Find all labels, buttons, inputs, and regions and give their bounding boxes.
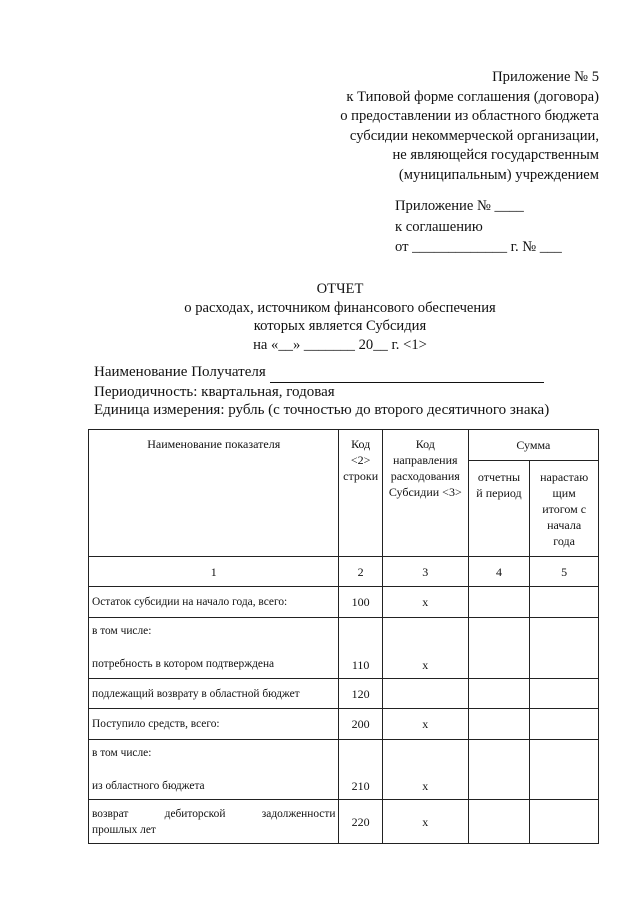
report-meta — [94, 363, 549, 420]
row-label-prefix: в том числе: — [92, 625, 152, 637]
col-number: 1 — [89, 557, 339, 587]
measurement-unit: Единица измерения: рубль (с точностью до второго десятичного знака) — [94, 402, 550, 418]
row-code: 120 — [339, 679, 382, 709]
row-label — [89, 800, 339, 844]
appendix-5-line: о предоставлении из областного бюджета — [340, 108, 599, 124]
expense-report-table — [88, 429, 599, 844]
header-direction-code — [382, 430, 468, 557]
row-code: 110 — [339, 618, 382, 679]
recipient-label: Наименование Получателя — [94, 364, 266, 380]
header-text: отчетны — [477, 470, 521, 484]
row-code: 200 — [339, 709, 382, 740]
appendix-5-line: к Типовой форме соглашения (договора) — [346, 88, 599, 105]
header-reporting-period — [468, 461, 530, 557]
appendix-number-line: Приложение № ____ — [395, 198, 524, 214]
agreement-line: к соглашению — [395, 218, 483, 235]
agreement-date-line: от _____________ г. № ___ — [395, 239, 562, 255]
row-label-text: из областного бюджета — [92, 780, 205, 792]
periodicity: Периодичность: квартальная, годовая — [94, 383, 335, 400]
header-text: года — [553, 534, 575, 548]
header-text: строки — [343, 469, 379, 483]
row-label-text: прошлых лет — [92, 823, 156, 836]
header-sum: Сумма — [468, 430, 598, 461]
appendix-5-line: не являющейся государственным — [392, 147, 599, 163]
report-subtitle: которых является Субсидия — [253, 318, 427, 334]
table-row — [89, 709, 599, 740]
row-value-cumulative — [530, 679, 599, 709]
row-direction: x — [382, 587, 468, 618]
header-text: Код — [351, 437, 371, 451]
table-row — [89, 618, 599, 679]
table-row — [89, 587, 599, 618]
report-title-block — [100, 280, 580, 354]
header-text: <2> — [350, 453, 371, 467]
recipient-line — [94, 363, 549, 383]
row-value-period — [468, 800, 530, 844]
table-row — [89, 800, 599, 844]
row-value-period — [468, 679, 530, 709]
col-number: 4 — [468, 557, 530, 587]
row-label: Остаток субсидии на начало года, всего: — [89, 587, 339, 618]
header-cumulative — [530, 461, 599, 557]
row-label: подлежащий возврату в областной бюджет — [89, 679, 339, 709]
row-label-text: потребность в котором подтверждена — [92, 658, 275, 670]
header-text: Код — [415, 437, 435, 451]
row-value-cumulative — [530, 800, 599, 844]
recipient-fill-line — [270, 363, 544, 383]
appendix-5-line: (муниципальным) учреждением — [398, 166, 599, 183]
appendix-5-line: Приложение № 5 — [492, 69, 599, 85]
report-subtitle: о расходах, источником финансового обеспечения — [184, 299, 496, 316]
header-text: расходования — [390, 469, 460, 483]
row-label — [89, 618, 339, 679]
row-direction: x — [382, 709, 468, 740]
header-text: итогом с — [542, 502, 587, 516]
row-value-cumulative — [530, 740, 599, 800]
column-number-row — [89, 557, 599, 587]
table-row — [89, 740, 599, 800]
header-text: Субсидии <3> — [388, 485, 462, 499]
row-value-period — [468, 740, 530, 800]
col-number: 3 — [382, 557, 468, 587]
row-value-period — [468, 618, 530, 679]
row-code: 210 — [339, 740, 382, 800]
row-label: Поступило средств, всего: — [89, 709, 339, 740]
header-text: начала — [547, 518, 582, 532]
row-label-prefix: в том числе: — [92, 747, 152, 759]
row-label-text: возврат дебиторской задолженности — [92, 807, 336, 820]
header-text: щим — [552, 486, 576, 500]
row-direction: x — [382, 618, 468, 679]
row-value-cumulative — [530, 587, 599, 618]
header-text: й период — [476, 486, 522, 500]
row-value-cumulative — [530, 709, 599, 740]
row-value-period — [468, 587, 530, 618]
header-row-code — [339, 430, 382, 557]
table-header-row — [89, 430, 599, 461]
appendix-5-line: субсидии некоммерческой организации, — [349, 127, 599, 144]
report-date-line: на «__» _______ 20__ г. <1> — [253, 336, 427, 353]
header-text: нарастаю — [540, 470, 589, 484]
appendix-5-header — [340, 68, 599, 185]
col-number: 5 — [530, 557, 599, 587]
row-code: 100 — [339, 587, 382, 618]
row-direction: x — [382, 800, 468, 844]
table-row — [89, 679, 599, 709]
header-indicator-name: Наименование показателя — [89, 430, 339, 557]
row-value-period — [468, 709, 530, 740]
row-direction: x — [382, 740, 468, 800]
appendix-blank-header — [395, 196, 562, 258]
row-direction — [382, 679, 468, 709]
row-value-cumulative — [530, 618, 599, 679]
row-code: 220 — [339, 800, 382, 844]
row-label — [89, 740, 339, 800]
report-title: ОТЧЕТ — [316, 281, 364, 297]
header-text: направления — [393, 453, 458, 467]
col-number: 2 — [339, 557, 382, 587]
